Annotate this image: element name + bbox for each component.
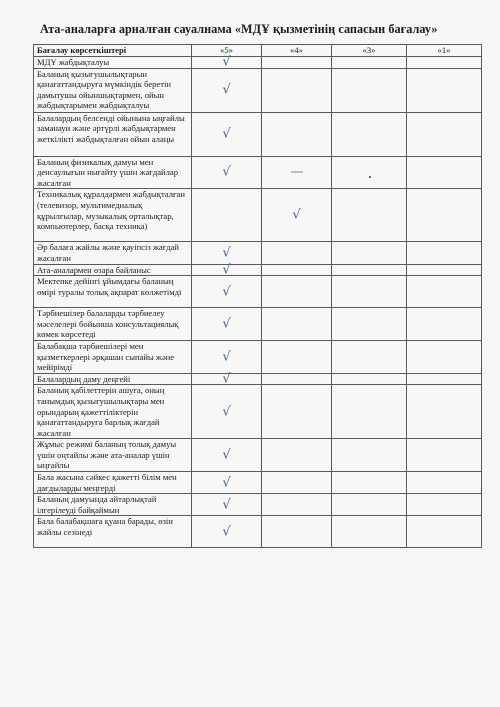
score-1-cell [407, 68, 482, 112]
score-1-cell [407, 385, 482, 439]
criterion-cell: Әр балаға жайлы және қауіпсіз жағдай жасалған [34, 242, 192, 264]
score-3-cell [332, 340, 407, 373]
score-3-cell [332, 516, 407, 548]
criterion-cell: Ата-аналармен өзара байланыс [34, 264, 192, 276]
score-5-cell [192, 242, 262, 264]
score-5-cell [192, 385, 262, 439]
score-4-cell [262, 308, 332, 341]
score-4-cell [262, 472, 332, 494]
criterion-cell: Бала жасына сәйкес қажетті білім мен дағдыларды меңгерді [34, 472, 192, 494]
checkmark-icon: √ [292, 207, 301, 223]
criterion-cell: Баланың дамуында айтарлықтай ілгерілеуді байқаймын [34, 494, 192, 516]
score-1-cell [407, 516, 482, 548]
score-5-cell [192, 340, 262, 373]
criterion-cell: Баланың физикалық дамуы мен денсаулығын нығайту үшін жағдайлар жасалған [34, 156, 192, 189]
score-3-cell [332, 472, 407, 494]
score-1-cell [407, 373, 482, 385]
table-row [34, 439, 482, 472]
header-score-4: «4» [262, 45, 332, 57]
dot-mark-icon [369, 176, 371, 178]
score-3-cell [332, 494, 407, 516]
score-4-cell [262, 156, 332, 189]
table-row [34, 242, 482, 264]
table-row [34, 373, 482, 385]
dash-mark-icon [291, 172, 303, 173]
score-3-cell [332, 156, 407, 189]
criterion-cell: Мектепке дейінгі ұйымдағы баланың өмірі туралы толық ақпарат көлжетімді [34, 276, 192, 308]
page-title: Ата-аналарға арналған сауалнама «МДҰ қызметінің сапасын бағалау» [40, 22, 438, 36]
score-1-cell [407, 189, 482, 242]
score-3-cell [332, 112, 407, 156]
criterion-cell: Бала балабақшаға қуана барады, өзін жайлы сезінеді [34, 516, 192, 548]
table-row [34, 308, 482, 341]
checkmark-icon: √ [222, 497, 231, 513]
criterion-cell: Балалардың белсенді ойынына ыңғайлы заманауи және әртүрлі жабдықтармен жеткілікті жабдықталған ойын алаңы [34, 112, 192, 156]
checkmark-icon: √ [222, 349, 231, 365]
score-5-cell [192, 189, 262, 242]
score-4-cell [262, 264, 332, 276]
score-1-cell [407, 439, 482, 472]
score-5-cell [192, 494, 262, 516]
score-5-cell [192, 373, 262, 385]
checkmark-icon: √ [222, 447, 231, 463]
score-5-cell [192, 308, 262, 341]
score-5-cell [192, 264, 262, 276]
table-header-row [34, 45, 482, 57]
score-5-cell [192, 68, 262, 112]
checkmark-icon: √ [222, 82, 231, 98]
table-row [34, 340, 482, 373]
score-5-cell [192, 54, 262, 70]
criterion-cell: Тәрбиешілер балаларды тәрбиелеу мәселелері бойынша консультациялық көмек көрсетеді [34, 308, 192, 341]
checkmark-icon: √ [222, 126, 231, 142]
score-4-cell [262, 276, 332, 308]
checkmark-icon: √ [222, 475, 231, 491]
score-1-cell [407, 494, 482, 516]
score-3-cell [332, 439, 407, 472]
survey-body [34, 54, 482, 548]
score-3-cell [332, 57, 407, 69]
score-3-cell [332, 189, 407, 242]
score-1-cell [407, 156, 482, 189]
score-1-cell [407, 264, 482, 276]
score-4-cell [262, 189, 332, 242]
score-1-cell [407, 308, 482, 341]
score-4-cell [262, 494, 332, 516]
score-3-cell [332, 242, 407, 264]
checkmark-icon: √ [222, 284, 231, 300]
score-5-cell [192, 439, 262, 472]
score-4-cell [262, 516, 332, 548]
score-1-cell [407, 472, 482, 494]
criterion-cell: Балалардың даму деңгейі [34, 373, 192, 385]
score-5-cell [192, 472, 262, 494]
score-3-cell [332, 373, 407, 385]
score-4-cell [262, 68, 332, 112]
table-row [34, 189, 482, 242]
checkmark-icon: √ [222, 164, 231, 180]
criterion-cell: Техникалық құралдармен жабдықталған (телевизор, мультимедиалық құрылғылар, музыкалық орталықтар, компьютерлер, басқа техника) [34, 189, 192, 242]
score-3-cell [332, 68, 407, 112]
header-score-3: «3» [332, 45, 407, 57]
checkmark-icon: √ [222, 524, 231, 540]
score-1-cell [407, 112, 482, 156]
criterion-cell: Баланың қызығушылықтарын қанағаттандыруға мүмкіндік беретін дамытушы ойыншықтармен, ойын жабдықтарымен жабдықталуы [34, 68, 192, 112]
score-4-cell [262, 340, 332, 373]
score-4-cell [262, 439, 332, 472]
checkmark-icon: √ [222, 316, 231, 332]
score-5-cell [192, 276, 262, 308]
score-3-cell [332, 385, 407, 439]
criterion-cell: МДҰ жабдықталуы [34, 57, 192, 69]
score-4-cell [262, 57, 332, 69]
score-5-cell [192, 516, 262, 548]
table-row [34, 472, 482, 494]
score-4-cell [262, 112, 332, 156]
checkmark-icon: √ [222, 245, 231, 261]
table-row [34, 494, 482, 516]
table-row [34, 68, 482, 112]
checkmark-icon: √ [222, 262, 231, 278]
score-1-cell [407, 242, 482, 264]
score-1-cell [407, 276, 482, 308]
table-row [34, 112, 482, 156]
header-score-5: «5» [192, 45, 262, 57]
score-4-cell [262, 242, 332, 264]
header-score-1: «1» [407, 45, 482, 57]
criterion-cell: Балабақша тәрбиешілері мен қызметкерлері әрқашан сыпайы және мейірімді [34, 340, 192, 373]
score-4-cell [262, 385, 332, 439]
table-row [34, 156, 482, 189]
table-row [34, 516, 482, 548]
score-3-cell [332, 264, 407, 276]
checkmark-icon: √ [222, 54, 231, 70]
score-3-cell [332, 308, 407, 341]
header-criteria: Бағалау көрсеткіштері [34, 45, 192, 57]
score-3-cell [332, 276, 407, 308]
checkmark-icon: √ [222, 371, 231, 387]
table-row [34, 276, 482, 308]
score-1-cell [407, 340, 482, 373]
table-row [34, 264, 482, 276]
table-row [34, 57, 482, 69]
table-row [34, 385, 482, 439]
checkmark-icon: √ [222, 404, 231, 420]
score-1-cell [407, 57, 482, 69]
score-5-cell [192, 156, 262, 189]
score-4-cell [262, 373, 332, 385]
survey-table [33, 44, 482, 548]
score-5-cell [192, 112, 262, 156]
criterion-cell: Баланың қабілеттерін ашуға, оның танымдық қызығушылықтары мен орындарың қажеттіліктерін қанағаттандыруға барлық жағдай жасалған [34, 385, 192, 439]
criterion-cell: Жұмыс режимі баланың толық дамуы үшін оңтайлы және ата-аналар үшін ыңғайлы [34, 439, 192, 472]
